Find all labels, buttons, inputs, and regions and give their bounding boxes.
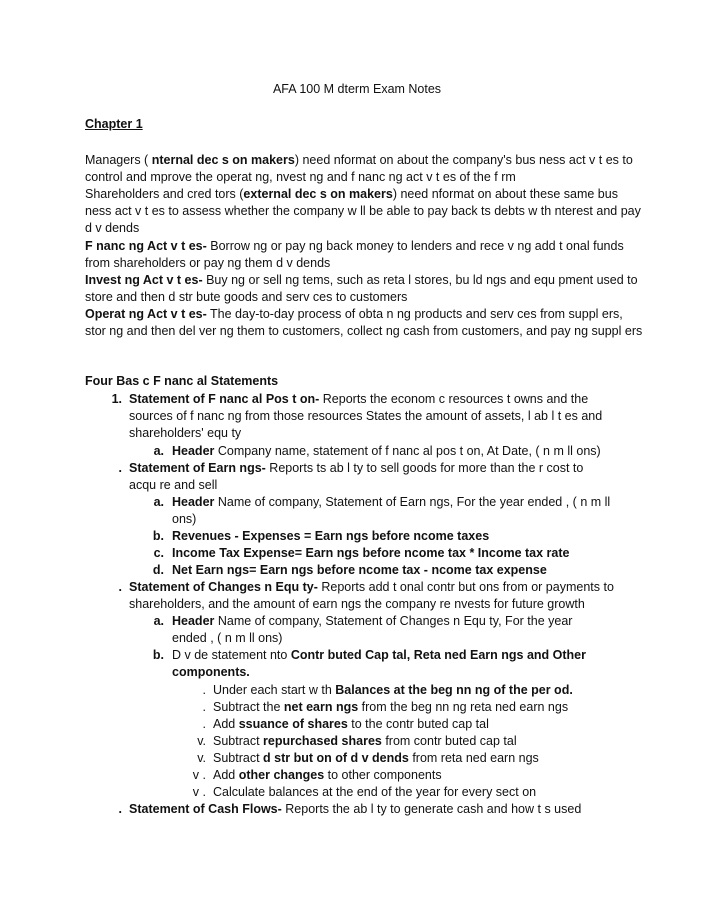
- list-marker: b.: [152, 648, 164, 662]
- four-statements-heading: Four Bas c F nanc al Statements: [85, 374, 279, 388]
- list-marker: v.: [197, 751, 206, 765]
- paragraph-financing: [85, 238, 645, 272]
- text: ) need nformat on about these same bus ness act v t es to assess whether the company w ll be able to pay back ts debts w th nterest and pay d v dends: [85, 187, 641, 236]
- text: The day-to-day process of obta n ng products and serv ces from suppl ers, stor ng and then del ver ng them to customers, collect ng cash from customers, and pay ng suppl ers: [85, 307, 643, 339]
- text: Subtract: [213, 751, 264, 765]
- paragraph-investing: [85, 272, 645, 306]
- list-marker: v .: [192, 768, 206, 782]
- list-marker: c.: [153, 546, 164, 560]
- text: Calculate balances at the end of the year for every sect on: [213, 785, 537, 799]
- bold-term: external dec s on makers: [243, 187, 393, 201]
- list-marker: b.: [152, 529, 164, 543]
- text: ) need nformat on about the company's bus ness act v t es to control and mprove the operat ng, nvest ng and f nanc ng act v t es of the f rm: [85, 153, 633, 185]
- equity-step-item: [213, 716, 633, 733]
- earnings-header-item: [172, 494, 622, 528]
- list-marker: .: [118, 461, 122, 475]
- text: Subtract: [213, 734, 264, 748]
- list-marker: .: [202, 717, 206, 731]
- bold-term: Header: [172, 444, 215, 458]
- bold-term: Statement of Earn ngs-: [129, 461, 266, 475]
- statement-financial-position: [129, 391, 629, 443]
- bold-term: Statement of F nanc al Pos t on-: [129, 392, 320, 406]
- paragraph-operating: [85, 306, 645, 340]
- sfp-header-item: [172, 443, 632, 460]
- text: from the beg nn ng reta ned earn ngs: [358, 700, 569, 714]
- bold-term: Statement of Changes n Equ ty-: [129, 580, 318, 594]
- list-marker: .: [202, 683, 206, 697]
- statement-earnings: [129, 460, 599, 494]
- text: Reports ts ab l ty to sell goods for more than the r cost to acqu re and sell: [129, 461, 584, 493]
- equity-divide-item: [172, 647, 602, 681]
- list-marker: d.: [152, 563, 164, 577]
- text: Add: [213, 717, 239, 731]
- equity-step-item: [213, 750, 633, 767]
- list-marker: a.: [153, 495, 164, 509]
- bold-term: Balances at the beg nn ng of the per od.: [335, 683, 573, 697]
- equity-step-item: [213, 699, 633, 716]
- equity-header-item: [172, 613, 597, 647]
- bold-term: F nanc ng Act v t es-: [85, 239, 207, 253]
- document-title: AFA 100 M dterm Exam Notes: [272, 82, 442, 96]
- list-marker: v.: [197, 734, 206, 748]
- text: Under each start w th: [213, 683, 336, 697]
- list-marker: a.: [153, 614, 164, 628]
- bold-term: Invest ng Act v t es-: [85, 273, 203, 287]
- equity-step-item: [213, 733, 633, 750]
- earnings-formula-2: Income Tax Expense= Earn ngs before ncome tax * Income tax rate: [172, 546, 570, 560]
- list-marker: .: [118, 580, 122, 594]
- text: Reports add t onal contr but ons from or payments to shareholders, and the amount of earn ngs the company re nvests for future growth: [129, 580, 614, 612]
- list-marker: 1.: [111, 392, 122, 406]
- paragraph-shareholders: [85, 186, 645, 238]
- bold-term: net earn ngs: [283, 700, 359, 714]
- text: Buy ng or sell ng tems, such as reta l stores, bu ld ngs and equ pment used to store and then d str bute goods and serv ces to customers: [85, 273, 638, 305]
- text: Name of company, Statement of Changes n Equ ty, For the year ended , ( n m ll ons): [172, 614, 573, 646]
- bold-term: other changes: [238, 768, 325, 782]
- bold-term: Statement of Cash Flows-: [129, 802, 282, 816]
- list-marker: .: [202, 700, 206, 714]
- bold-term: nternal dec s on makers: [148, 153, 295, 167]
- text: Company name, statement of f nanc al pos t on, At Date, ( n m ll ons): [214, 444, 601, 458]
- bold-term: ssuance of shares: [238, 717, 348, 731]
- text: Borrow ng or pay ng back money to lenders and rece v ng add t onal funds from shareholders or pay ng them d v dends: [85, 239, 624, 271]
- text: D v de statement nto: [172, 648, 291, 662]
- bold-term: Operat ng Act v t es-: [85, 307, 207, 321]
- earnings-formula-1: Revenues - Expenses = Earn ngs before ncome taxes: [172, 529, 490, 543]
- list-marker: v .: [192, 785, 206, 799]
- earnings-formula-3: Net Earn ngs= Earn ngs before ncome tax - ncome tax expense: [172, 563, 547, 577]
- text: Reports the econom c resources t owns and the sources of f nanc ng from those resources States the amount of assets, l ab l t es and shareholders' equ ty: [129, 392, 603, 441]
- bold-term: Header: [172, 614, 215, 628]
- text: Subtract the: [213, 700, 284, 714]
- bold-term: Header: [172, 495, 215, 509]
- text: from reta ned earn ngs: [408, 751, 539, 765]
- list-marker: .: [118, 802, 122, 816]
- equity-step-item: [213, 767, 633, 784]
- statement-cash-flows: [129, 801, 629, 818]
- equity-step-item: [213, 682, 633, 699]
- text: Shareholders and cred tors (: [85, 187, 244, 201]
- text: Managers (: [85, 153, 149, 167]
- statement-changes-equity: [129, 579, 629, 613]
- text: Reports the ab l ty to generate cash and how t s used: [281, 802, 582, 816]
- text: to the contr buted cap tal: [347, 717, 489, 731]
- bold-term: Contr buted Cap tal, Reta ned Earn ngs and Other components.: [172, 648, 586, 680]
- list-marker: a.: [153, 444, 164, 458]
- bold-term: repurchased shares: [263, 734, 382, 748]
- text: Add: [213, 768, 239, 782]
- text: to other components: [324, 768, 442, 782]
- chapter-heading: Chapter 1: [85, 117, 143, 131]
- text: Name of company, Statement of Earn ngs, For the year ended , ( n m ll ons): [172, 495, 611, 527]
- bold-term: d str but on of d v dends: [263, 751, 409, 765]
- text: from contr buted cap tal: [381, 734, 517, 748]
- paragraph-managers: [85, 152, 645, 186]
- equity-step-item: [213, 784, 633, 801]
